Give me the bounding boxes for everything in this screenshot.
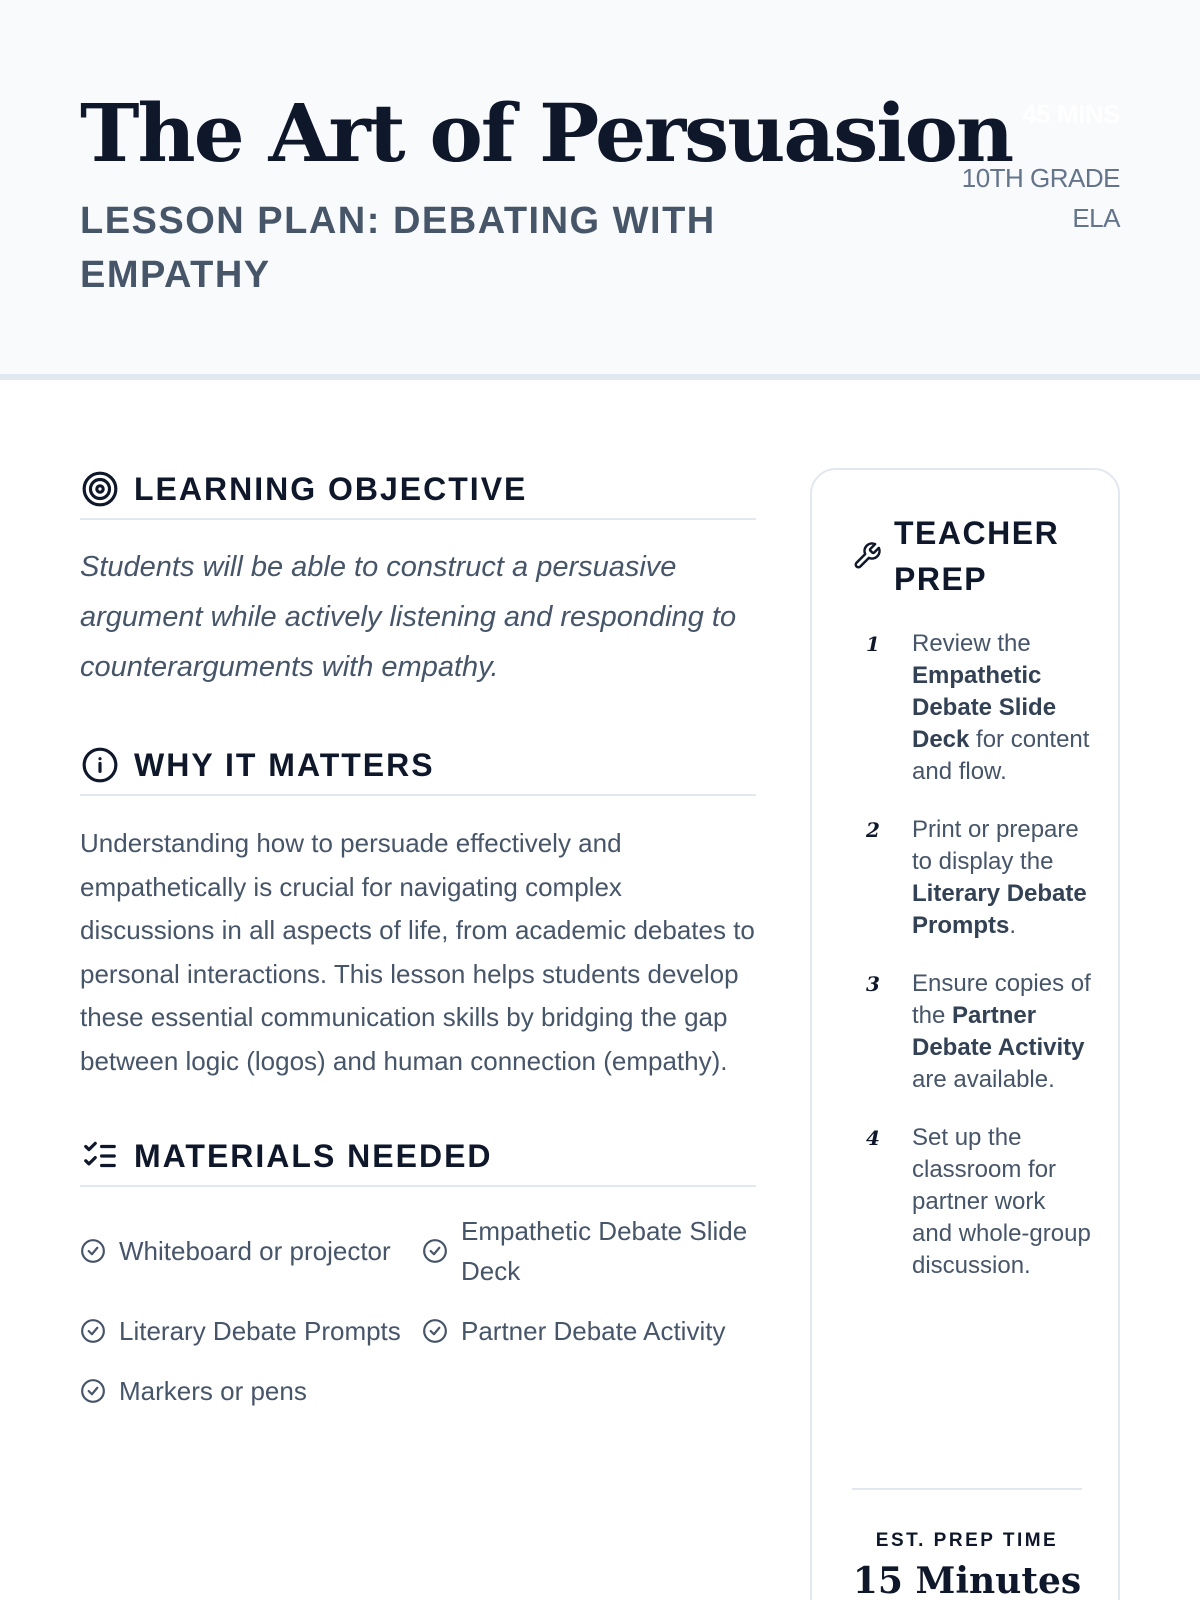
duration-label: 45 MINS: [1022, 99, 1120, 129]
material-label: Markers or pens: [119, 1376, 307, 1406]
why-heading: WHY IT MATTERS: [134, 746, 435, 783]
objective-heading-row: [80, 460, 756, 520]
step-number: 1: [866, 632, 880, 656]
page-title: The Art of Persuasion: [80, 86, 1013, 180]
list-item: [80, 1371, 422, 1411]
material-label: Literary Debate Prompts: [119, 1316, 401, 1346]
prep-heading: TEACHER PREP: [894, 515, 1060, 597]
step-text: Set up the classroom for partner work and whole-group discussion.: [912, 1124, 1091, 1279]
why-heading-row: [80, 736, 756, 796]
list-item: [80, 1211, 422, 1291]
info-icon: [80, 745, 120, 785]
teacher-prep-card: [810, 468, 1120, 1600]
materials-heading: MATERIALS NEEDED: [134, 1137, 493, 1174]
prep-time-label: EST. PREP TIME: [875, 1530, 1059, 1551]
prep-heading-row: [852, 510, 1094, 602]
list-item: [852, 814, 1092, 942]
list-item: [422, 1311, 756, 1351]
why-text: Understanding how to persuade effectively and empathetically is crucial for navigating complex discussions in all aspects of life, from academic debates to personal interactions. This lesson helps students develop these essential communication skills by bridging the gap between logic (logos) and human connection (empathy).: [80, 828, 755, 1076]
list-item: [852, 628, 1092, 788]
objective-heading: LEARNING OBJECTIVE: [134, 470, 528, 507]
step-number: 3: [866, 972, 880, 996]
target-icon: [80, 469, 120, 509]
lesson-header: [0, 0, 1200, 380]
wrench-icon: [852, 541, 882, 571]
step-text: Ensure copies of the Partner Debate Activity are available.: [912, 970, 1091, 1093]
check-circle-icon: [422, 1318, 448, 1344]
material-label: Whiteboard or projector: [119, 1236, 391, 1266]
checklist-icon: [80, 1136, 120, 1176]
divider: [852, 1488, 1082, 1490]
check-circle-icon: [80, 1318, 106, 1344]
materials-list: [80, 1211, 756, 1411]
objective-text: Students will be able to construct a persuasive argument while actively listening and responding to counterarguments with empathy.: [80, 551, 737, 683]
main-content: [80, 460, 756, 1411]
step-number: 2: [866, 818, 880, 842]
prep-steps: [852, 628, 1092, 1308]
step-text: Review the Empathetic Debate Slide Deck for content and flow.: [912, 630, 1090, 785]
step-number: 4: [866, 1126, 880, 1150]
check-circle-icon: [422, 1238, 448, 1264]
grade-label: 10TH GRADE ELA: [961, 163, 1120, 233]
page-subtitle: LESSON PLAN: DEBATING WITH EMPATHY: [80, 200, 716, 296]
check-circle-icon: [80, 1378, 106, 1404]
check-circle-icon: [80, 1238, 106, 1264]
lesson-meta: [920, 94, 1120, 238]
material-label: Partner Debate Activity: [461, 1316, 726, 1346]
materials-heading-row: [80, 1127, 756, 1187]
step-text: Print or prepare to display the Literary Debate Prompts.: [912, 816, 1087, 939]
list-item: [852, 968, 1092, 1096]
prep-time-value: 15 Minutes: [852, 1560, 1082, 1600]
list-item: [422, 1211, 756, 1291]
material-label: Empathetic Debate Slide Deck: [461, 1216, 748, 1286]
list-item: [80, 1311, 422, 1351]
list-item: [852, 1122, 1092, 1282]
